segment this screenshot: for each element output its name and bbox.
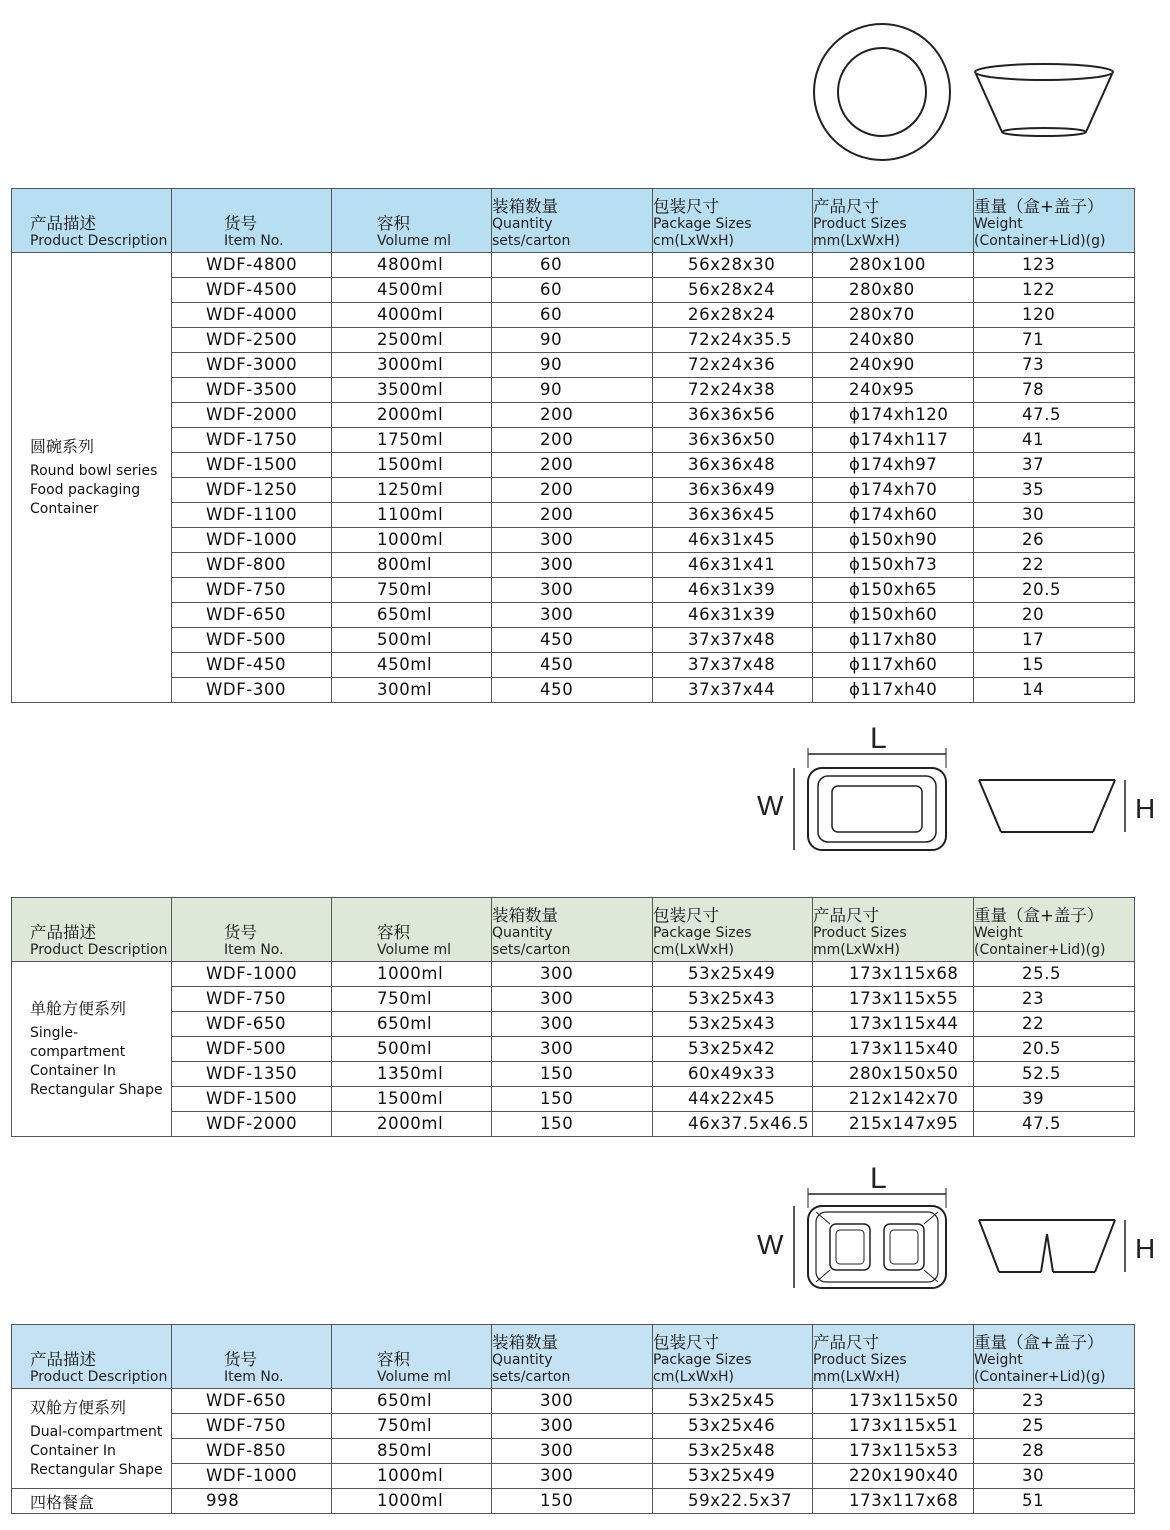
package-size-cell: 60x49x33 bbox=[653, 1062, 813, 1087]
weight-cell: 20.5 bbox=[974, 1037, 1135, 1062]
series-name-zh: 双舱方便系列 bbox=[30, 1398, 127, 1417]
item-no-cell: WDF-1000 bbox=[172, 528, 332, 553]
single-compartment-side-view bbox=[975, 774, 1165, 840]
header-package-sizes: 包装尺寸 Package Sizes cm(LxWxH) bbox=[653, 898, 813, 962]
dimension-label-w: W bbox=[757, 1229, 784, 1260]
volume-cell: 750ml bbox=[332, 987, 492, 1012]
volume-cell: 650ml bbox=[332, 1012, 492, 1037]
item-no-cell: WDF-300 bbox=[172, 678, 332, 703]
package-size-cell: 37x37x48 bbox=[653, 628, 813, 653]
item-no-cell: WDF-4000 bbox=[172, 303, 332, 328]
volume-cell: 800ml bbox=[332, 553, 492, 578]
package-size-cell: 46x31x45 bbox=[653, 528, 813, 553]
table-row bbox=[12, 1012, 1135, 1037]
volume-cell: 850ml bbox=[332, 1439, 492, 1464]
header-product-description: 产品描述 Product Description bbox=[12, 898, 172, 962]
header-quantity: 装箱数量 Quantity sets/carton bbox=[492, 898, 653, 962]
table-row bbox=[12, 1464, 1135, 1489]
item-no-cell: WDF-650 bbox=[172, 1389, 332, 1414]
package-size-cell: 37x37x44 bbox=[653, 678, 813, 703]
product-size-cell: 280x150x50 bbox=[813, 1062, 974, 1087]
product-size-cell: 240x80 bbox=[813, 328, 974, 353]
weight-cell: 25 bbox=[974, 1414, 1135, 1439]
item-no-cell: WDF-3500 bbox=[172, 378, 332, 403]
volume-cell: 1500ml bbox=[332, 453, 492, 478]
package-size-cell: 26x28x24 bbox=[653, 303, 813, 328]
volume-cell: 1500ml bbox=[332, 1087, 492, 1112]
item-no-cell: WDF-2000 bbox=[172, 1112, 332, 1137]
quantity-cell: 300 bbox=[492, 1464, 653, 1489]
product-size-cell: ϕ174xh117 bbox=[813, 428, 974, 453]
dual-compartment-side-view bbox=[975, 1212, 1165, 1278]
table-row bbox=[12, 453, 1135, 478]
quantity-cell: 200 bbox=[492, 403, 653, 428]
item-no-cell: WDF-1350 bbox=[172, 1062, 332, 1087]
quantity-cell: 300 bbox=[492, 603, 653, 628]
item-no-cell: WDF-4800 bbox=[172, 253, 332, 278]
header-item-no: 货号 Item No. bbox=[172, 898, 332, 962]
package-size-cell: 56x28x24 bbox=[653, 278, 813, 303]
item-no-cell: WDF-650 bbox=[172, 603, 332, 628]
product-size-cell: 280x100 bbox=[813, 253, 974, 278]
item-no-cell: WDF-1000 bbox=[172, 962, 332, 987]
package-size-cell: 36x36x48 bbox=[653, 453, 813, 478]
quantity-cell: 300 bbox=[492, 1414, 653, 1439]
package-size-cell: 36x36x56 bbox=[653, 403, 813, 428]
product-size-cell: ϕ150xh90 bbox=[813, 528, 974, 553]
header-quantity: 装箱数量 Quantity sets/carton bbox=[492, 1325, 653, 1389]
product-size-cell: 173x115x53 bbox=[813, 1439, 974, 1464]
quantity-cell: 450 bbox=[492, 628, 653, 653]
table-row bbox=[12, 478, 1135, 503]
volume-cell: 650ml bbox=[332, 603, 492, 628]
item-no-cell: WDF-2500 bbox=[172, 328, 332, 353]
item-no-cell: WDF-500 bbox=[172, 1037, 332, 1062]
table-row bbox=[12, 1037, 1135, 1062]
product-size-cell: ϕ174xh120 bbox=[813, 403, 974, 428]
package-size-cell: 53x25x48 bbox=[653, 1439, 813, 1464]
package-size-cell: 53x25x43 bbox=[653, 987, 813, 1012]
product-size-cell: 220x190x40 bbox=[813, 1464, 974, 1489]
single-compartment-top-view bbox=[752, 722, 962, 862]
volume-cell: 1000ml bbox=[332, 1464, 492, 1489]
table-row bbox=[12, 1414, 1135, 1439]
volume-cell: 4800ml bbox=[332, 253, 492, 278]
item-no-cell: WDF-3000 bbox=[172, 353, 332, 378]
product-size-cell: ϕ174xh60 bbox=[813, 503, 974, 528]
header-volume: 容积 Volume ml bbox=[332, 189, 492, 253]
table-row bbox=[12, 653, 1135, 678]
item-no-cell: WDF-1500 bbox=[172, 453, 332, 478]
series-description bbox=[12, 253, 172, 703]
product-size-cell: 280x70 bbox=[813, 303, 974, 328]
product-size-cell: ϕ117xh80 bbox=[813, 628, 974, 653]
volume-cell: 2500ml bbox=[332, 328, 492, 353]
table-row bbox=[12, 1087, 1135, 1112]
item-no-cell: WDF-800 bbox=[172, 553, 332, 578]
header-item-no: 货号 Item No. bbox=[172, 189, 332, 253]
quantity-cell: 60 bbox=[492, 253, 653, 278]
weight-cell: 23 bbox=[974, 1389, 1135, 1414]
product-size-cell: ϕ117xh60 bbox=[813, 653, 974, 678]
weight-cell: 120 bbox=[974, 303, 1135, 328]
header-volume: 容积 Volume ml bbox=[332, 898, 492, 962]
weight-cell: 35 bbox=[974, 478, 1135, 503]
quantity-cell: 60 bbox=[492, 303, 653, 328]
volume-cell: 2000ml bbox=[332, 1112, 492, 1137]
item-no-cell: WDF-1750 bbox=[172, 428, 332, 453]
weight-cell: 30 bbox=[974, 503, 1135, 528]
table-row bbox=[12, 962, 1135, 987]
header-product-sizes: 产品尺寸 Product Sizes mm(LxWxH) bbox=[813, 1325, 974, 1389]
quantity-cell: 60 bbox=[492, 278, 653, 303]
item-no-cell: WDF-850 bbox=[172, 1439, 332, 1464]
table-row bbox=[12, 403, 1135, 428]
header-item-no: 货号 Item No. bbox=[172, 1325, 332, 1389]
weight-cell: 73 bbox=[974, 353, 1135, 378]
product-size-cell: ϕ174xh70 bbox=[813, 478, 974, 503]
series-description bbox=[12, 1389, 172, 1489]
quantity-cell: 90 bbox=[492, 378, 653, 403]
weight-cell: 30 bbox=[974, 1464, 1135, 1489]
quantity-cell: 450 bbox=[492, 653, 653, 678]
package-size-cell: 72x24x35.5 bbox=[653, 328, 813, 353]
quantity-cell: 300 bbox=[492, 987, 653, 1012]
package-size-cell: 36x36x45 bbox=[653, 503, 813, 528]
volume-cell: 1000ml bbox=[332, 962, 492, 987]
product-size-cell: 173x115x55 bbox=[813, 987, 974, 1012]
series-name-en: Dual-compartment bbox=[30, 1424, 163, 1440]
item-no-cell: WDF-500 bbox=[172, 628, 332, 653]
quantity-cell: 150 bbox=[492, 1087, 653, 1112]
series-name-en: Food packaging bbox=[30, 482, 141, 498]
weight-cell: 20 bbox=[974, 603, 1135, 628]
quantity-cell: 300 bbox=[492, 578, 653, 603]
item-no-cell: WDF-4500 bbox=[172, 278, 332, 303]
table-row bbox=[12, 553, 1135, 578]
package-size-cell: 53x25x45 bbox=[653, 1389, 813, 1414]
weight-cell: 52.5 bbox=[974, 1062, 1135, 1087]
package-size-cell: 46x31x41 bbox=[653, 553, 813, 578]
table-row bbox=[12, 578, 1135, 603]
weight-cell: 28 bbox=[974, 1439, 1135, 1464]
table-row bbox=[12, 603, 1135, 628]
volume-cell: 4000ml bbox=[332, 303, 492, 328]
table-row bbox=[12, 378, 1135, 403]
volume-cell: 4500ml bbox=[332, 278, 492, 303]
item-no-cell: WDF-2000 bbox=[172, 403, 332, 428]
weight-cell: 22 bbox=[974, 553, 1135, 578]
header-weight: 重量（盒+盖子） Weight (Container+Lid)(g) bbox=[974, 898, 1135, 962]
dual-compartment-top-view bbox=[752, 1160, 962, 1300]
item-no-cell: WDF-1500 bbox=[172, 1087, 332, 1112]
package-size-cell: 59x22.5x37 bbox=[653, 1489, 813, 1514]
volume-cell: 1250ml bbox=[332, 478, 492, 503]
header-weight: 重量（盒+盖子） Weight (Container+Lid)(g) bbox=[974, 189, 1135, 253]
weight-cell: 15 bbox=[974, 653, 1135, 678]
weight-cell: 14 bbox=[974, 678, 1135, 703]
series-name-en: Round bowl series bbox=[30, 463, 158, 479]
table-row bbox=[12, 678, 1135, 703]
volume-cell: 450ml bbox=[332, 653, 492, 678]
series-description bbox=[12, 962, 172, 1137]
quantity-cell: 200 bbox=[492, 453, 653, 478]
table-row bbox=[12, 303, 1135, 328]
volume-cell: 1000ml bbox=[332, 1489, 492, 1514]
product-size-cell: ϕ117xh40 bbox=[813, 678, 974, 703]
package-size-cell: 36x36x50 bbox=[653, 428, 813, 453]
quantity-cell: 300 bbox=[492, 962, 653, 987]
table-row bbox=[12, 253, 1135, 278]
round-bowl-side-view bbox=[972, 60, 1117, 140]
table-row bbox=[12, 278, 1135, 303]
table-row bbox=[12, 1062, 1135, 1087]
quantity-cell: 150 bbox=[492, 1062, 653, 1087]
dual-compartment-table bbox=[11, 1324, 1135, 1514]
volume-cell: 750ml bbox=[332, 578, 492, 603]
package-size-cell: 46x31x39 bbox=[653, 603, 813, 628]
weight-cell: 17 bbox=[974, 628, 1135, 653]
volume-cell: 3000ml bbox=[332, 353, 492, 378]
volume-cell: 1000ml bbox=[332, 528, 492, 553]
volume-cell: 1100ml bbox=[332, 503, 492, 528]
package-size-cell: 53x25x42 bbox=[653, 1037, 813, 1062]
item-no-cell: 998 bbox=[172, 1489, 332, 1514]
series-name-en: Container bbox=[30, 501, 99, 517]
quantity-cell: 450 bbox=[492, 678, 653, 703]
series-name-en: Rectangular Shape bbox=[30, 1082, 163, 1098]
weight-cell: 22 bbox=[974, 1012, 1135, 1037]
quantity-cell: 200 bbox=[492, 428, 653, 453]
table-row bbox=[12, 1112, 1135, 1137]
product-size-cell: 173x115x68 bbox=[813, 962, 974, 987]
header-weight: 重量（盒+盖子） Weight (Container+Lid)(g) bbox=[974, 1325, 1135, 1389]
header-package-sizes: 包装尺寸 Package Sizes cm(LxWxH) bbox=[653, 189, 813, 253]
round-bowl-top-view bbox=[810, 20, 955, 165]
quantity-cell: 300 bbox=[492, 1037, 653, 1062]
quantity-cell: 300 bbox=[492, 1439, 653, 1464]
package-size-cell: 46x37.5x46.5 bbox=[653, 1112, 813, 1137]
quantity-cell: 300 bbox=[492, 553, 653, 578]
weight-cell: 51 bbox=[974, 1489, 1135, 1514]
item-no-cell: WDF-450 bbox=[172, 653, 332, 678]
product-size-cell: 212x142x70 bbox=[813, 1087, 974, 1112]
dimension-label-w: W bbox=[757, 790, 784, 821]
product-size-cell: 173x115x51 bbox=[813, 1414, 974, 1439]
volume-cell: 3500ml bbox=[332, 378, 492, 403]
series-name-zh: 圆碗系列 bbox=[30, 437, 95, 456]
product-size-cell: ϕ150xh65 bbox=[813, 578, 974, 603]
series-name-en: Single-compartment bbox=[30, 1025, 126, 1060]
series-name-en: Container In bbox=[30, 1443, 116, 1459]
volume-cell: 1350ml bbox=[332, 1062, 492, 1087]
weight-cell: 41 bbox=[974, 428, 1135, 453]
quantity-cell: 90 bbox=[492, 353, 653, 378]
series-name-zh: 单舱方便系列 bbox=[30, 999, 127, 1018]
weight-cell: 122 bbox=[974, 278, 1135, 303]
product-size-cell: ϕ150xh73 bbox=[813, 553, 974, 578]
header-product-sizes: 产品尺寸 Product Sizes mm(LxWxH) bbox=[813, 898, 974, 962]
quantity-cell: 300 bbox=[492, 528, 653, 553]
dimension-label-h: H bbox=[1135, 793, 1156, 824]
quantity-cell: 150 bbox=[492, 1489, 653, 1514]
package-size-cell: 44x22x45 bbox=[653, 1087, 813, 1112]
item-no-cell: WDF-1000 bbox=[172, 1464, 332, 1489]
quantity-cell: 90 bbox=[492, 328, 653, 353]
table-row bbox=[12, 503, 1135, 528]
weight-cell: 26 bbox=[974, 528, 1135, 553]
table-row bbox=[12, 528, 1135, 553]
product-size-cell: ϕ150xh60 bbox=[813, 603, 974, 628]
product-size-cell: ϕ174xh97 bbox=[813, 453, 974, 478]
item-no-cell: WDF-750 bbox=[172, 1414, 332, 1439]
single-compartment-table bbox=[11, 897, 1135, 1137]
weight-cell: 71 bbox=[974, 328, 1135, 353]
table-row bbox=[12, 1489, 1135, 1514]
header-product-description: 产品描述 Product Description bbox=[12, 189, 172, 253]
table-row bbox=[12, 1389, 1135, 1414]
volume-cell: 500ml bbox=[332, 1037, 492, 1062]
dimension-label-h: H bbox=[1135, 1233, 1156, 1264]
header-quantity: 装箱数量 Quantity sets/carton bbox=[492, 189, 653, 253]
table-row bbox=[12, 1439, 1135, 1464]
package-size-cell: 37x37x48 bbox=[653, 653, 813, 678]
package-size-cell: 53x25x49 bbox=[653, 962, 813, 987]
dimension-label-l: L bbox=[870, 722, 887, 755]
volume-cell: 750ml bbox=[332, 1414, 492, 1439]
quantity-cell: 150 bbox=[492, 1112, 653, 1137]
volume-cell: 1750ml bbox=[332, 428, 492, 453]
package-size-cell: 53x25x46 bbox=[653, 1414, 813, 1439]
package-size-cell: 36x36x49 bbox=[653, 478, 813, 503]
package-size-cell: 53x25x43 bbox=[653, 1012, 813, 1037]
weight-cell: 37 bbox=[974, 453, 1135, 478]
product-size-cell: 215x147x95 bbox=[813, 1112, 974, 1137]
series-name-en: Container In bbox=[30, 1063, 116, 1079]
volume-cell: 2000ml bbox=[332, 403, 492, 428]
series-name-en: Rectangular Shape bbox=[30, 1462, 163, 1478]
weight-cell: 20.5 bbox=[974, 578, 1135, 603]
item-no-cell: WDF-1100 bbox=[172, 503, 332, 528]
weight-cell: 25.5 bbox=[974, 962, 1135, 987]
weight-cell: 39 bbox=[974, 1087, 1135, 1112]
quantity-cell: 300 bbox=[492, 1012, 653, 1037]
product-size-cell: 240x95 bbox=[813, 378, 974, 403]
header-package-sizes: 包装尺寸 Package Sizes cm(LxWxH) bbox=[653, 1325, 813, 1389]
table-row bbox=[12, 628, 1135, 653]
product-size-cell: 173x117x68 bbox=[813, 1489, 974, 1514]
package-size-cell: 46x31x39 bbox=[653, 578, 813, 603]
product-size-cell: 173x115x40 bbox=[813, 1037, 974, 1062]
dimension-label-l: L bbox=[870, 1162, 887, 1195]
table-row bbox=[12, 987, 1135, 1012]
package-size-cell: 53x25x49 bbox=[653, 1464, 813, 1489]
product-size-cell: 280x80 bbox=[813, 278, 974, 303]
item-no-cell: WDF-650 bbox=[172, 1012, 332, 1037]
volume-cell: 300ml bbox=[332, 678, 492, 703]
volume-cell: 500ml bbox=[332, 628, 492, 653]
product-size-cell: 173x115x44 bbox=[813, 1012, 974, 1037]
weight-cell: 47.5 bbox=[974, 1112, 1135, 1137]
product-size-cell: 173x115x50 bbox=[813, 1389, 974, 1414]
series-name-zh: 四格餐盒 bbox=[12, 1489, 172, 1514]
package-size-cell: 72x24x38 bbox=[653, 378, 813, 403]
quantity-cell: 200 bbox=[492, 503, 653, 528]
quantity-cell: 200 bbox=[492, 478, 653, 503]
header-product-description: 产品描述 Product Description bbox=[12, 1325, 172, 1389]
round-bowl-table bbox=[11, 188, 1135, 703]
package-size-cell: 56x28x30 bbox=[653, 253, 813, 278]
item-no-cell: WDF-1250 bbox=[172, 478, 332, 503]
item-no-cell: WDF-750 bbox=[172, 578, 332, 603]
volume-cell: 650ml bbox=[332, 1389, 492, 1414]
quantity-cell: 300 bbox=[492, 1389, 653, 1414]
weight-cell: 47.5 bbox=[974, 403, 1135, 428]
product-size-cell: 240x90 bbox=[813, 353, 974, 378]
table-row bbox=[12, 353, 1135, 378]
item-no-cell: WDF-750 bbox=[172, 987, 332, 1012]
header-volume: 容积 Volume ml bbox=[332, 1325, 492, 1389]
package-size-cell: 72x24x36 bbox=[653, 353, 813, 378]
weight-cell: 23 bbox=[974, 987, 1135, 1012]
weight-cell: 78 bbox=[974, 378, 1135, 403]
table-row bbox=[12, 328, 1135, 353]
header-product-sizes: 产品尺寸 Product Sizes mm(LxWxH) bbox=[813, 189, 974, 253]
table-row bbox=[12, 428, 1135, 453]
weight-cell: 123 bbox=[974, 253, 1135, 278]
